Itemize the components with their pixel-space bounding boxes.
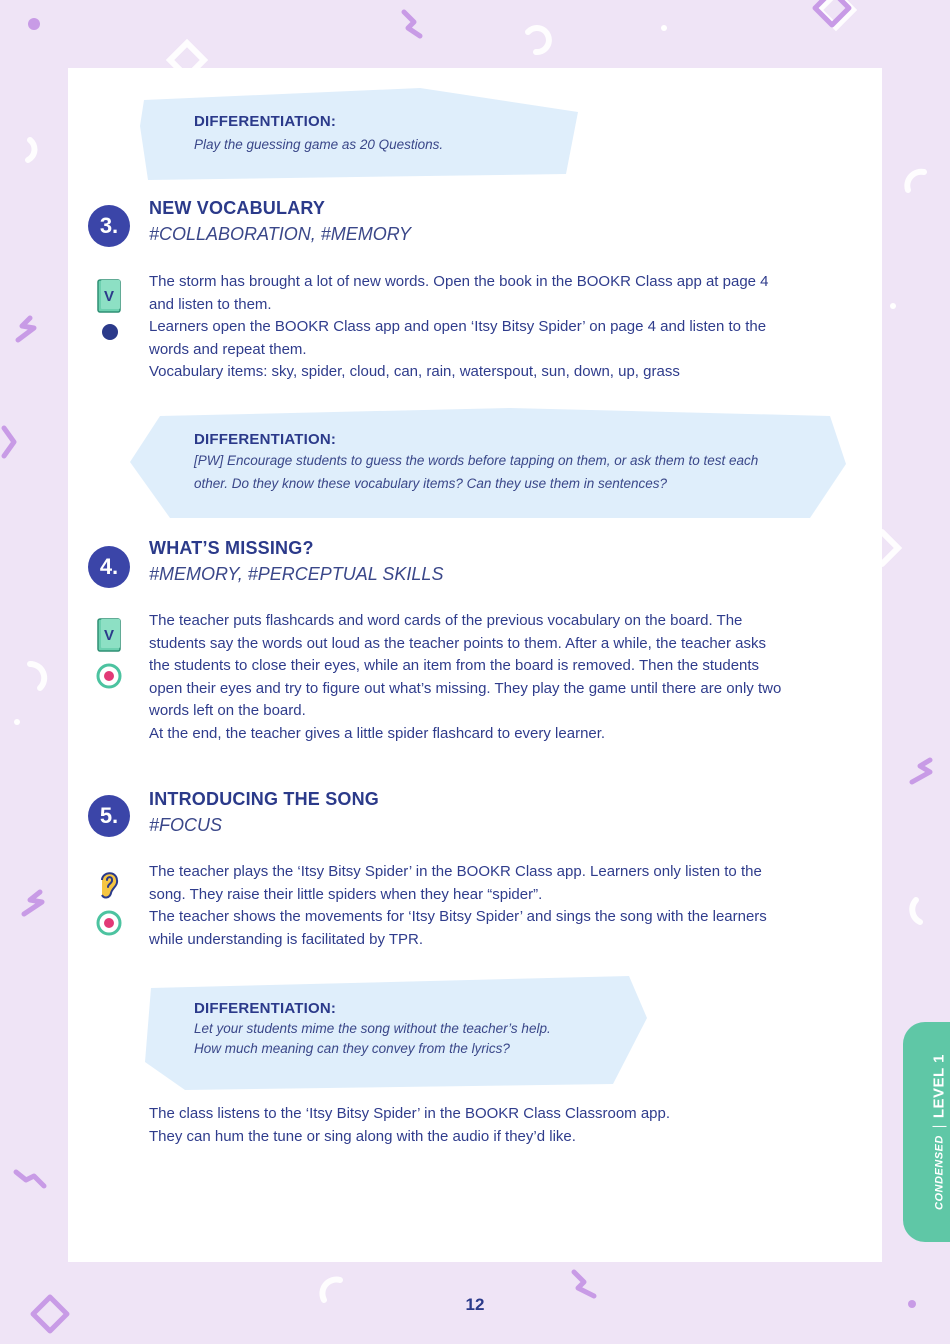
- body-line: and listen to them.: [149, 295, 272, 313]
- section-tags: #COLLABORATION, #MEMORY: [149, 224, 412, 244]
- target-icon: [95, 662, 123, 690]
- body-line: The teacher shows the movements for ‘Itsy Bitsy Spider’ and sings the song with the learners: [149, 908, 767, 926]
- section-tags: #MEMORY, #PERCEPTUAL SKILLS: [149, 564, 444, 584]
- body-line: At the end, the teacher gives a little spider flashcard to every learner.: [149, 724, 606, 742]
- body-line: Vocabulary items: sky, spider, cloud, can, rain, waterspout, sun, down, up, grass: [149, 363, 680, 381]
- body-line: The teacher puts flashcards and word cards of the previous vocabulary on the board. The: [149, 612, 743, 629]
- body-line: They can hum the tune or sing along with the audio if they’d like.: [149, 1127, 576, 1145]
- level-tab-label: [931, 1054, 948, 1210]
- differentiation-box: [140, 86, 580, 182]
- target-icon: [95, 909, 123, 937]
- vocabulary-book-icon: [96, 617, 124, 655]
- differentiation-text: Let your students mime the song without the teacher’s help.: [194, 1021, 551, 1036]
- body-line: song. They raise their little spiders when they hear “spider”.: [149, 885, 543, 903]
- section-body: [149, 271, 849, 384]
- section-title: INTRODUCING THE SONG: [149, 789, 380, 809]
- body-line: while understanding is facilitated by TPR.: [149, 930, 424, 948]
- section-title: NEW VOCABULARY: [149, 198, 326, 218]
- section-title: WHAT’S MISSING?: [149, 538, 314, 558]
- level-label: LEVEL 1: [930, 1054, 948, 1119]
- section-body: [149, 610, 849, 746]
- page-number: 12: [465, 1295, 485, 1314]
- vocabulary-book-icon: [96, 278, 124, 316]
- section-number: 3.: [88, 205, 130, 247]
- body-line: The storm has brought a lot of new words. Open the book in the BOOKR Class app at page 4: [149, 273, 769, 290]
- svg-text:V: V: [103, 288, 115, 305]
- dot-icon: [100, 322, 120, 342]
- body-line: the students to close their eyes, while an item from the board is removed. Then the students: [149, 657, 760, 675]
- body-line: students say the words out loud as the teacher points to them. After a while, the teacher asks: [149, 634, 767, 652]
- differentiation-label: DIFFERENTIATION:: [194, 113, 337, 130]
- section-body: [149, 861, 849, 951]
- section-tags: #FOCUS: [149, 815, 223, 835]
- edition-label: CONDENSED: [933, 1135, 945, 1210]
- differentiation-text: other. Do they know these vocabulary items? Can they use them in sentences?: [194, 476, 668, 491]
- differentiation-text: How much meaning can they convey from the lyrics?: [194, 1041, 510, 1056]
- differentiation-box: [130, 408, 846, 520]
- body-line: words and repeat them.: [149, 340, 307, 358]
- tab-separator: [932, 1126, 946, 1127]
- differentiation-text: Play the guessing game as 20 Questions.: [194, 137, 444, 152]
- differentiation-label: DIFFERENTIATION:: [194, 1000, 337, 1017]
- closing-paragraph: [149, 1103, 849, 1148]
- ear-icon: [96, 868, 122, 902]
- body-line: Learners open the BOOKR Class app and open ‘Itsy Bitsy Spider’ on page 4 and listen to the: [149, 318, 767, 336]
- body-line: The teacher plays the ‘Itsy Bitsy Spider’ in the BOOKR Class app. Learners only listen to the: [149, 863, 762, 880]
- body-line: open their eyes and try to figure out what’s missing. They play the game until there are only two: [149, 679, 782, 697]
- differentiation-label: DIFFERENTIATION:: [194, 431, 337, 448]
- differentiation-box: [145, 976, 649, 1092]
- body-line: The class listens to the ‘Itsy Bitsy Spider’ in the BOOKR Class Classroom app.: [149, 1105, 671, 1122]
- differentiation-text: [PW] Encourage students to guess the words before tapping on them, or ask them to test each: [194, 453, 759, 468]
- svg-text:V: V: [103, 627, 115, 644]
- section-number: 5.: [88, 795, 130, 837]
- level-side-tab: [903, 1022, 950, 1242]
- section-number: 4.: [88, 546, 130, 588]
- body-line: words left on the board.: [149, 702, 306, 720]
